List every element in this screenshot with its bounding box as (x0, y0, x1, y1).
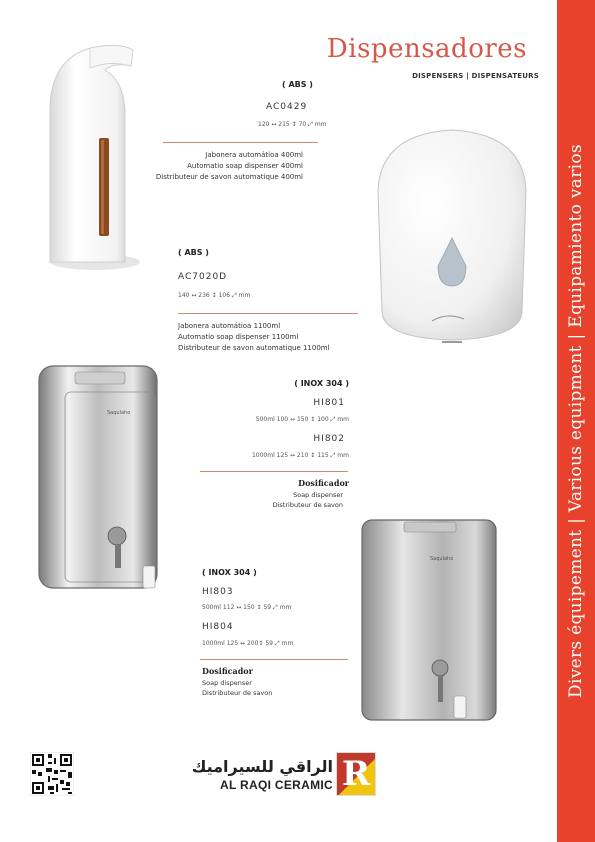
divider-rule (178, 313, 358, 314)
product-tag-ac0429: ( ABS ) (282, 80, 313, 89)
product-heading-dosificador-1: Dosificador (298, 478, 349, 488)
product-dims-ac0429: 120 ↔ 215 ↕ 70 ⤢ mm (258, 121, 327, 128)
divider-rule (200, 471, 348, 472)
desc-line: Distributeur de savon automatique 1100ml (178, 344, 330, 352)
desc-line: Distributeur de savon automatique 400ml (155, 173, 303, 181)
divider-rule (200, 659, 348, 660)
plate-text-2: Saqulaho (430, 556, 454, 562)
qr-code-icon[interactable] (30, 752, 74, 796)
desc-line: Automatio soap dispenser 400ml (187, 162, 303, 170)
product-tag-inox-2: ( INOX 304 ) (202, 568, 257, 577)
product-heading-dosificador-2: Dosificador (202, 666, 253, 676)
plate-text-1: Saqulaho (107, 410, 131, 416)
product-desc-ac7020d (178, 321, 378, 354)
product-code-ac0429: AC0429 (266, 102, 308, 112)
desc-line: Automatio soap dispenser 1100ml (178, 333, 299, 341)
product-image-hi801 (35, 364, 165, 596)
product-desc-inox-1 (193, 490, 343, 510)
product-spec-hi802: 1000ml 125 ↔ 210 ↕ 115 ⤢ mm (251, 452, 349, 459)
desc-line: Distributeur de savon (202, 689, 273, 697)
product-image-ac7020d (372, 126, 532, 356)
brand-logo-letter: R (341, 754, 371, 794)
page-subtitle: DISPENSERS | DISPENSATEURS (412, 72, 539, 80)
product-desc-inox-2 (202, 678, 352, 698)
product-spec-hi801: 500ml 100 ↔ 150 ↕ 100 ⤢ mm (255, 416, 349, 423)
product-code-hi801: HI801 (313, 398, 345, 408)
desc-line: Jabonera automátioa 400ml (205, 151, 303, 159)
product-image-hi803 (360, 518, 500, 724)
brand-name-english: AL RAQI CERAMIC (220, 778, 333, 792)
product-code-hi802: HI802 (313, 434, 345, 444)
divider-rule (163, 142, 318, 143)
desc-line: Soap dispenser (202, 679, 252, 687)
desc-line: Jabonera automátioa 1100ml (178, 322, 281, 330)
brand-name-arabic: الراقي للسيراميك (191, 757, 333, 776)
desc-line: Soap dispenser (293, 491, 343, 499)
product-spec-hi803: 500ml 112 ↔ 150 ↕ 59 ⤢ mm (202, 604, 292, 611)
sidebar-band (557, 0, 595, 842)
product-desc-ac0429 (103, 150, 303, 183)
product-spec-hi804: 1000ml 125 ↔ 200↕ 59 ⤢ mm (202, 640, 294, 647)
sidebar-text: Divers équipement | Various equipment | Equipamiento varios (566, 144, 586, 698)
page-title: Dispensadores (326, 34, 527, 64)
product-tag-inox-1: ( INOX 304 ) (294, 379, 349, 388)
product-code-hi804: HI804 (202, 622, 234, 632)
product-dims-ac7020d: 140 ↔ 236 ↕ 106 ⤢ mm (178, 292, 251, 299)
product-code-ac7020d: AC7020D (178, 272, 228, 282)
brand-logo-icon (336, 752, 376, 796)
desc-line: Distributeur de savon (272, 501, 343, 509)
product-code-hi803: HI803 (202, 587, 234, 597)
product-tag-ac7020d: ( ABS ) (178, 248, 209, 257)
